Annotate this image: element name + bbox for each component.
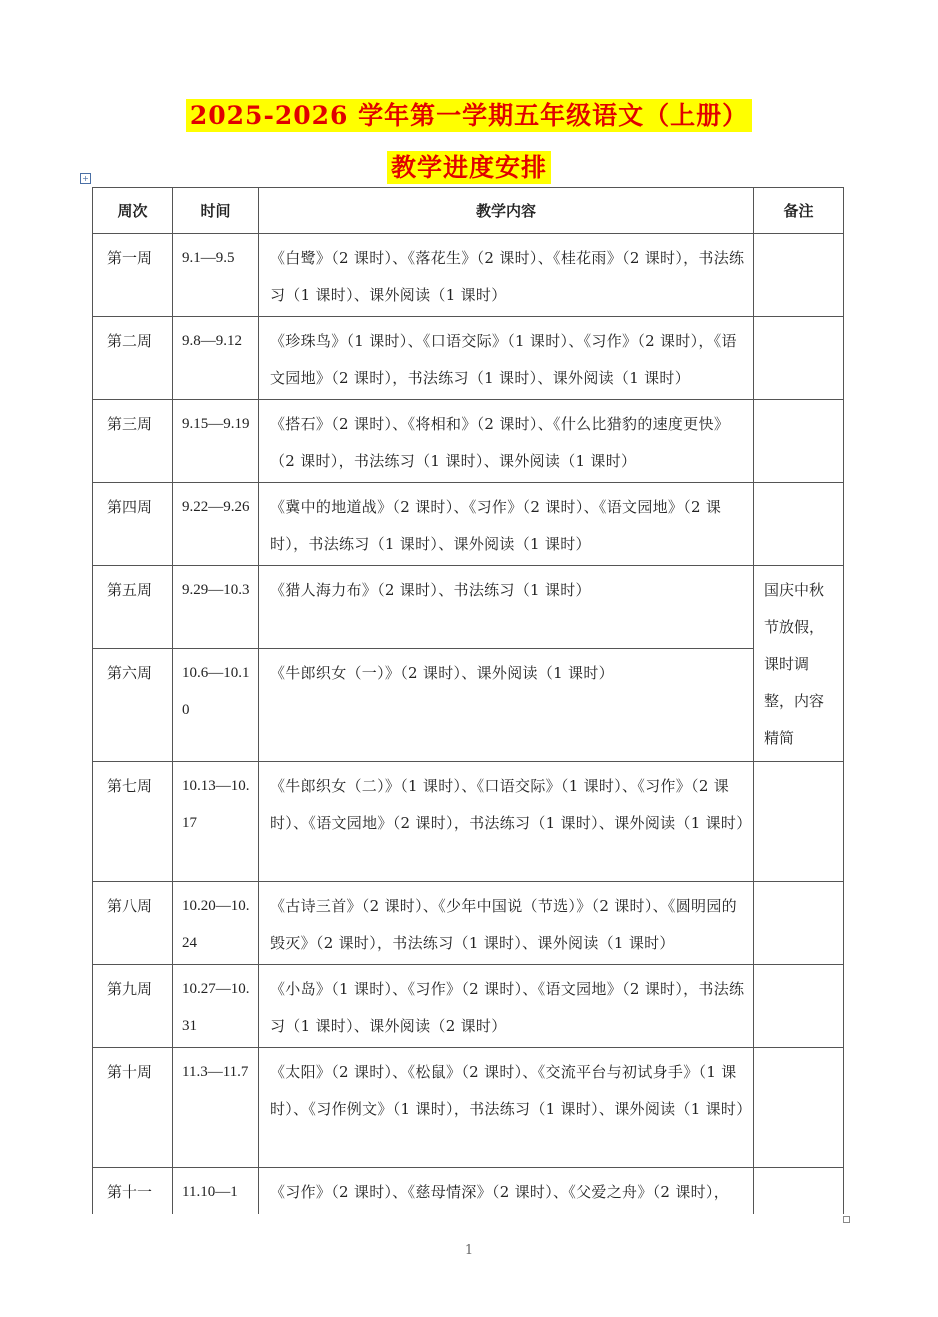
- document-title: 2025-2026 学年第一学期五年级语文（上册）: [0, 96, 938, 132]
- table-header-row: [93, 188, 844, 234]
- schedule-table: [92, 187, 844, 1214]
- time-cell: 9.1—9.5: [173, 234, 259, 317]
- week-cell: 第八周: [93, 882, 173, 965]
- week-cell: 第九周: [93, 965, 173, 1048]
- week-cell: 第二周: [93, 317, 173, 400]
- content-cell: 《小岛》（1 课时）、《习作》（2 课时）、《语文园地》（2 课时），书法练习（1 课时）、课外阅读（2 课时）: [259, 965, 754, 1048]
- note-cell: [754, 965, 844, 1048]
- table-row: [93, 649, 844, 762]
- header-time: 时间: [173, 188, 259, 234]
- table-resize-handle-icon[interactable]: [843, 1216, 850, 1223]
- week-cell: 第四周: [93, 483, 173, 566]
- time-cell: 10.13—10.17: [173, 762, 259, 882]
- content-cell: 《古诗三首》（2 课时）、《少年中国说（节选）》（2 课时）、《圆明园的毁灭》（2 课时），书法练习（1 课时）、课外阅读（1 课时）: [259, 882, 754, 965]
- time-cell: 10.20—10.24: [173, 882, 259, 965]
- time-cell: 11.10—1: [173, 1168, 259, 1214]
- header-content: 教学内容: [259, 188, 754, 234]
- header-week: 周次: [93, 188, 173, 234]
- content-cell: 《牛郎织女（二）》（1 课时）、《口语交际》（1 课时）、《习作》（2 课时）、《语文园地》（2 课时），书法练习（1 课时）、课外阅读（1 课时）: [259, 762, 754, 882]
- time-cell: 9.29—10.3: [173, 566, 259, 649]
- table-row: [93, 400, 844, 483]
- content-cell: 《习作》（2 课时）、《慈母情深》（2 课时）、《父爱之舟》（2 课时），: [259, 1168, 754, 1214]
- week-cell: 第五周: [93, 566, 173, 649]
- content-cell: 《珍珠鸟》（1 课时）、《口语交际》（1 课时）、《习作》（2 课时），《语文园地》（2 课时），书法练习（1 课时）、课外阅读（1 课时）: [259, 317, 754, 400]
- table-row: [93, 234, 844, 317]
- note-cell: [754, 1168, 844, 1214]
- time-cell: 10.6—10.10: [173, 649, 259, 762]
- page-number: 1: [464, 1243, 474, 1258]
- header-note: 备注: [754, 188, 844, 234]
- content-cell: 《搭石》（2 课时）、《将相和》（2 课时）、《什么比猎豹的速度更快》（2 课时），书法练习（1 课时）、课外阅读（1 课时）: [259, 400, 754, 483]
- note-cell: [754, 400, 844, 483]
- table-row: [93, 762, 844, 882]
- week-cell: 第六周: [93, 649, 173, 762]
- time-cell: 9.8—9.12: [173, 317, 259, 400]
- table-row: [93, 483, 844, 566]
- note-cell: [754, 234, 844, 317]
- note-cell: [754, 1048, 844, 1168]
- week-cell: 第七周: [93, 762, 173, 882]
- time-cell: 11.3—11.7: [173, 1048, 259, 1168]
- note-cell: [754, 762, 844, 882]
- content-cell: 《白鹭》（2 课时）、《落花生》（2 课时）、《桂花雨》（2 课时），书法练习（1 课时）、课外阅读（1 课时）: [259, 234, 754, 317]
- table-row: [93, 882, 844, 965]
- table-move-handle-icon[interactable]: +: [80, 173, 91, 184]
- note-cell-holiday: 国庆中秋节放假，课时调整，内容精简: [754, 566, 844, 762]
- table-row: [93, 1168, 844, 1214]
- week-cell: 第一周: [93, 234, 173, 317]
- note-cell: [754, 317, 844, 400]
- table-row: [93, 965, 844, 1048]
- week-cell: 第三周: [93, 400, 173, 483]
- note-cell: [754, 483, 844, 566]
- content-cell: 《太阳》（2 课时）、《松鼠》（2 课时）、《交流平台与初试身手》（1 课时）、《习作例文》（1 课时），书法练习（1 课时）、课外阅读（1 课时）: [259, 1048, 754, 1168]
- note-cell: [754, 882, 844, 965]
- table-row: [93, 1048, 844, 1168]
- table-row: [93, 566, 844, 649]
- content-cell: 《猎人海力布》（2 课时）、书法练习（1 课时）: [259, 566, 754, 649]
- document-subtitle: 教学进度安排: [0, 148, 938, 184]
- time-cell: 10.27—10.31: [173, 965, 259, 1048]
- week-cell: 第十周: [93, 1048, 173, 1168]
- table-row: [93, 317, 844, 400]
- week-cell: 第十一: [93, 1168, 173, 1214]
- content-cell: 《冀中的地道战》（2 课时）、《习作》（2 课时）、《语文园地》（2 课时），书法练习（1 课时）、课外阅读（1 课时）: [259, 483, 754, 566]
- time-cell: 9.22—9.26: [173, 483, 259, 566]
- time-cell: 9.15—9.19: [173, 400, 259, 483]
- content-cell: 《牛郎织女（一）》（2 课时）、课外阅读（1 课时）: [259, 649, 754, 762]
